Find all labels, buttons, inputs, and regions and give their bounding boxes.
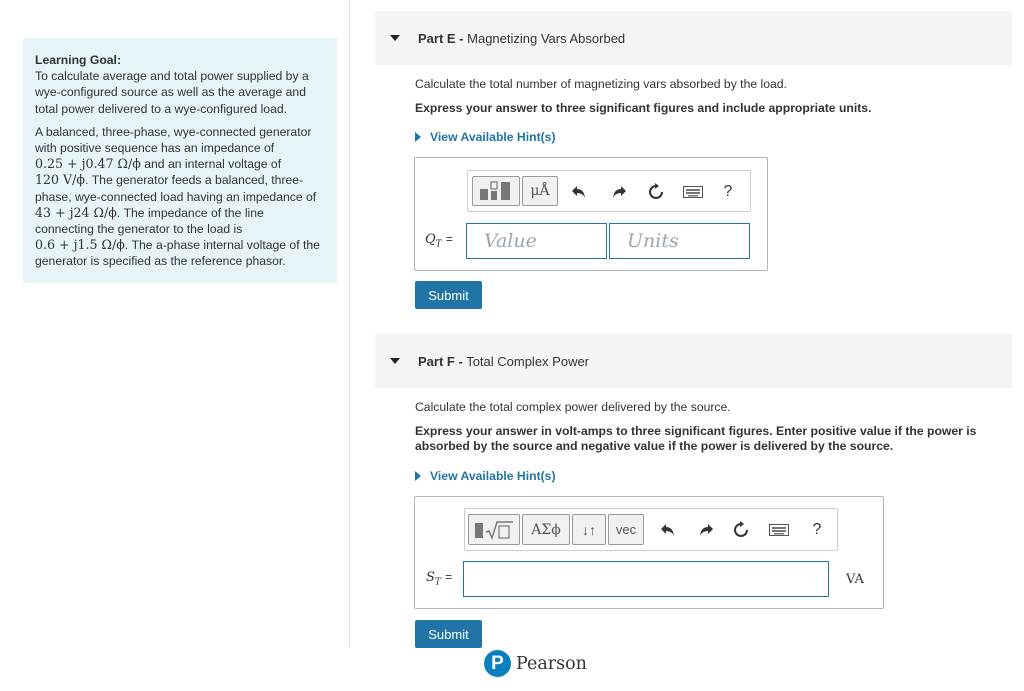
collapse-triangle-icon[interactable] bbox=[390, 358, 400, 364]
value-input[interactable]: Value bbox=[466, 223, 607, 259]
part-e-hint-link[interactable] bbox=[415, 130, 556, 144]
undo-icon[interactable] bbox=[568, 181, 590, 203]
templates-button[interactable] bbox=[472, 176, 520, 206]
part-f-var-s: S bbox=[426, 570, 435, 585]
part-f-instruction: Express your answer in volt-amps to three significant figures. Enter positive value if the power is absorbed by the source and negative value if the power is delivered by the source. bbox=[415, 424, 977, 453]
part-e-header[interactable] bbox=[375, 11, 1012, 65]
problem-text-b: and an internal voltage of bbox=[144, 157, 282, 172]
problem-text-c: . The generator feeds a balanced, three-phase, wye-connected load having an impedance of bbox=[35, 173, 317, 204]
generator-impedance: 0.25 + j0.47 Ω/ϕ bbox=[35, 156, 141, 172]
load-impedance: 43 + j24 Ω/ϕ bbox=[35, 204, 117, 220]
part-e-instruction: Express your answer to three significant figures and include appropriate units. bbox=[415, 101, 872, 115]
part-f-title-text: Total Complex Power bbox=[466, 353, 590, 369]
part-e-toolbar bbox=[467, 170, 751, 212]
problem-statement bbox=[35, 124, 325, 270]
problem-text-d: . The impedance of the line connecting the generator to the load is bbox=[35, 205, 264, 237]
templates-icon bbox=[477, 179, 515, 203]
help-icon[interactable]: ? bbox=[723, 183, 733, 200]
part-f-hint-label[interactable]: View Available Hint(s) bbox=[430, 469, 556, 483]
part-f-question: Calculate the total complex power delivered by the source. bbox=[415, 400, 731, 414]
part-f-label: Part F - bbox=[418, 353, 463, 369]
column-divider bbox=[349, 0, 350, 648]
complex-power-input[interactable] bbox=[463, 561, 829, 597]
part-e-title-text: Magnetizing Vars Absorbed bbox=[467, 30, 626, 46]
part-e-var-q: Q bbox=[425, 232, 436, 247]
part-e-label: Part E - bbox=[418, 30, 464, 46]
collapse-triangle-icon[interactable] bbox=[390, 35, 400, 41]
pearson-logo bbox=[484, 650, 587, 677]
internal-voltage: 120 V/ϕ bbox=[35, 172, 85, 188]
help-icon[interactable]: ? bbox=[812, 521, 822, 538]
part-e-title bbox=[418, 31, 625, 46]
part-f-submit-button[interactable]: Submit bbox=[415, 620, 482, 648]
unit-label-va: VA bbox=[846, 572, 864, 587]
part-e-submit-button[interactable]: Submit bbox=[415, 281, 482, 309]
expand-triangle-icon bbox=[415, 471, 421, 481]
part-f-eq: = bbox=[445, 570, 453, 584]
problem-text-e: . The a-phase internal voltage of the generator is specified as the reference phasor. bbox=[35, 238, 320, 269]
part-e-hint-label[interactable]: View Available Hint(s) bbox=[430, 130, 556, 144]
templates-sqrt-button[interactable] bbox=[468, 514, 520, 545]
learning-goal-title: Learning Goal: bbox=[35, 53, 121, 67]
undo-icon[interactable] bbox=[657, 519, 679, 541]
part-e-variable-label bbox=[425, 232, 453, 250]
pearson-wordmark: Pearson bbox=[516, 653, 587, 674]
reset-icon[interactable] bbox=[644, 180, 668, 204]
part-f-hint-link[interactable] bbox=[415, 469, 556, 483]
learning-goal-box bbox=[23, 38, 337, 283]
reset-icon[interactable] bbox=[729, 518, 753, 542]
redo-icon[interactable] bbox=[608, 181, 630, 203]
part-f-title bbox=[418, 354, 589, 369]
part-f-toolbar bbox=[464, 508, 838, 551]
line-impedance: 0.6 + j1.5 Ω/ϕ bbox=[35, 237, 125, 253]
learning-goal-text: To calculate average and total power supplied by a wye-configured source as well as the average and total power delivered to a wye-configured load. bbox=[35, 69, 309, 116]
keyboard-icon[interactable] bbox=[680, 181, 706, 203]
part-f-var-sub: T bbox=[434, 577, 441, 588]
sub-superscript-button[interactable]: ↓↑ bbox=[572, 514, 606, 545]
keyboard-icon[interactable] bbox=[766, 519, 792, 541]
sqrt-template-icon bbox=[472, 518, 516, 542]
problem-text-a: A balanced, three-phase, wye-connected generator with positive sequence has an impedance of bbox=[35, 124, 312, 156]
pearson-p-icon: P bbox=[484, 650, 511, 677]
part-f-variable-label bbox=[426, 570, 452, 588]
part-e-eq: = bbox=[445, 232, 453, 246]
part-e-question: Calculate the total number of magnetizing vars absorbed by the load. bbox=[415, 77, 787, 91]
part-e-var-sub: T bbox=[435, 239, 442, 250]
units-input[interactable]: Units bbox=[609, 223, 750, 259]
units-button[interactable]: μÅ bbox=[522, 176, 558, 206]
vector-button[interactable]: vec bbox=[608, 514, 644, 545]
redo-icon[interactable] bbox=[695, 519, 717, 541]
expand-triangle-icon bbox=[415, 132, 421, 142]
part-f-header[interactable] bbox=[375, 334, 1012, 388]
greek-symbols-button[interactable]: ΑΣϕ bbox=[522, 514, 570, 545]
